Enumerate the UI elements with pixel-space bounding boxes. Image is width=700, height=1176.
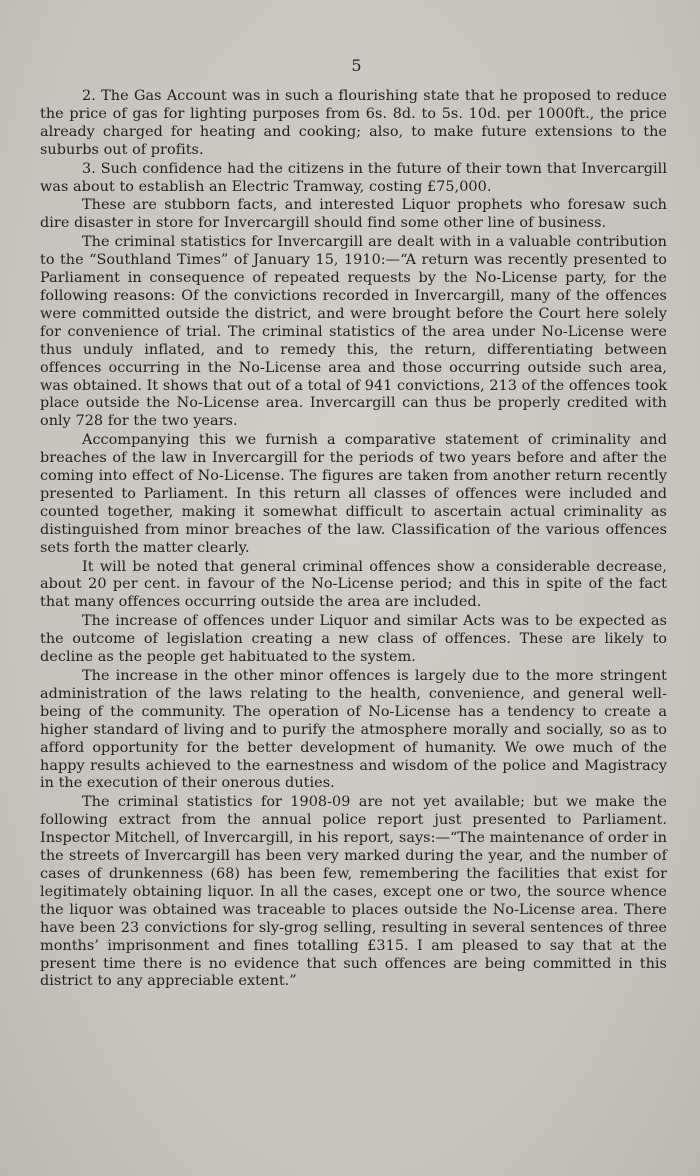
paragraph-police-report: The criminal statistics for 1908-09 are not yet available; but we make the following extract from the annual police report just presented to Parliament. Inspector Mitchell, of Invercargill, in his report, says:—“The maintenance of order in the streets of Invercargill has been very marked during the year, and the number of cases of drunkenness (68) has been few, remembering the facilities that exist for legitimately obtaining liquor. In all the cases, except one or two, the source whence the liquor was obtained was traceable to places outside the No-License area. There have been 23 convictions for sly-grog selling, resulting in several sentences of three months’ imprisonment and fines totalling £315. I am pleased to say that at the present time there is no evidence that such offences are being committed in this district to any appreciable extent.”	[40, 794, 667, 990]
paragraph-liquor-acts: The increase of offences under Liquor and similar Acts was to be expected as the outcome of legislation creating a new class of offences. These are likely to decline as the people get habituated to the system.	[40, 613, 667, 666]
page-number: 5	[351, 56, 362, 75]
paragraph-comparative-statement: Accompanying this we furnish a comparative statement of criminality and breaches of the law in Invercargill for the periods of two years before and after the coming into effect of No-License. The figures are taken from another return recently presented to Parliament. In this return all classes of offences were included and counted together, making it somewhat difficult to ascertain actual criminality as distinguished from minor breaches of the law. Classification of the various offences sets forth the matter clearly.	[40, 432, 667, 556]
paragraph-general-offences: It will be noted that general criminal offences show a considerable decrease, about 20 per cent. in favour of the No-License period; and this in spite of the fact that many offences occurring outside the area are included.	[40, 558, 667, 611]
paragraph-electric-tramway: 3. Such confidence had the citizens in the future of their town that Invercargill was about to establish an Electric Tramway, costing £75,000.	[40, 160, 667, 195]
paragraph-stubborn-facts: These are stubborn facts, and interested Liquor prophets who foresaw such dire disaster in store for Invercargill should find some other line of business.	[40, 197, 667, 232]
document-page	[40, 56, 667, 991]
paragraph-gas-account: 2. The Gas Account was in such a flourishing state that he proposed to reduce the price of gas for lighting purposes from 6s. 8d. to 5s. 10d. per 1000ft., the price already charged for heating and cooking; also, to make future extensions to the suburbs out of profits.	[40, 88, 667, 158]
paragraph-criminal-statistics: The criminal statistics for Invercargill are dealt with in a valuable contribution to the “Southland Times” of January 15, 1910:—“A return was recently presented to Parliament in consequence of repeated requests by the No-License party, for the following reasons: Of the convictions recorded in Invercargill, many of the offences were committed outside the district, and were brought before the Court here solely for convenience of trial. The criminal statistics of the area under No-License were thus unduly inflated, and to remedy this, the return, differentiating between offences occurring in the No-License area and those occurring outside such area, was obtained. It shows that out of a total of 941 convictions, 213 of the offences took place outside the No-License area. Invercargill can thus be properly credited with only 728 for the two years.	[40, 234, 667, 430]
paragraph-minor-offences: The increase in the other minor offences is largely due to the more stringent administration of the laws relating to the health, convenience, and general well-being of the community. The operation of No-License has a tendency to create a higher standard of living and to purify the atmosphere morally and socially, so as to afford opportunity for the better development of humanity. We owe much of the happy results achieved to the earnestness and wisdom of the police and Magistracy in the execution of their onerous duties.	[40, 668, 667, 792]
